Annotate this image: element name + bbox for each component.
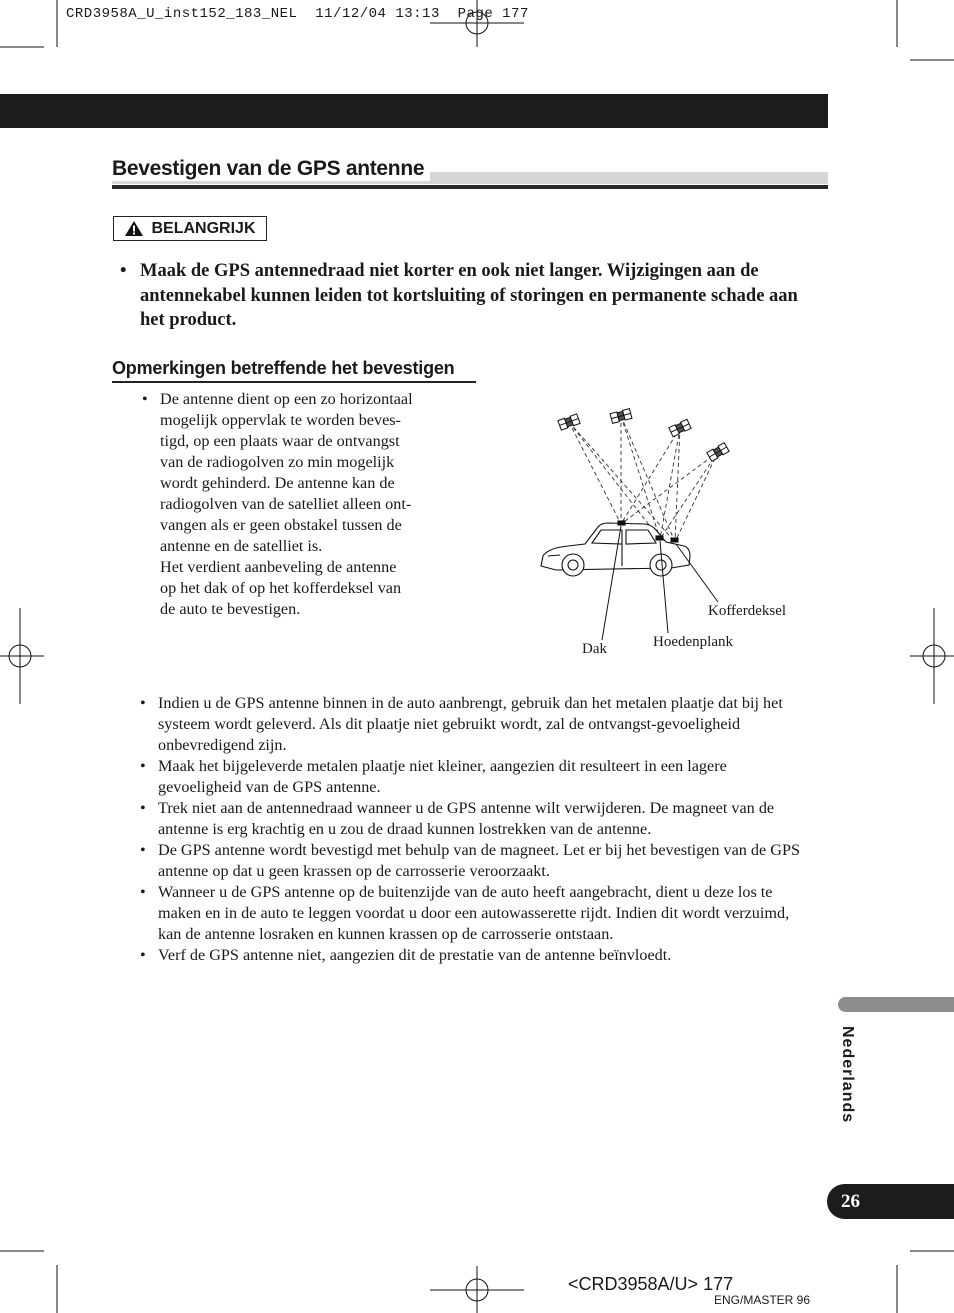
satellite-icon [707,443,729,462]
satellite-icon [558,414,580,430]
intro-line: radiogolven van de satelliet alleen ont- [160,495,412,513]
list-item [140,882,800,945]
intro-line: vangen als er geen obstakel tussen de [160,516,402,534]
page-number: 26 [827,1184,954,1219]
list-item [140,756,800,798]
bullet: • [140,946,146,964]
warning-item [120,259,810,333]
bullet: • [140,757,146,775]
print-slug: CRD3958A_U_inst152_183_NEL 11/12/04 13:13 Page 177 [66,6,529,22]
section-rule [112,381,476,383]
note-text: Maak het bijgeleverde metalen plaatje niet kleiner, aangezien dit resulteert in een lagere gevoeligheid van de GPS antenne. [158,757,727,796]
footer-master: ENG/MASTER 96 [714,1293,811,1307]
intro-paragraph [142,389,452,620]
list-item [140,693,800,756]
intro-line: wordt gehinderd. De antenne kan de [160,474,395,492]
intro-line: op het dak of op het kofferdeksel van [160,579,402,597]
bullet: • [140,883,146,901]
language-text: Nederlands [839,1026,856,1124]
label-parcel-shelf: Hoedenplank [653,634,733,650]
important-box [113,216,267,241]
warning-icon [124,220,144,237]
notes-list [140,693,800,966]
bullet: • [142,390,148,408]
intro-line: de auto te bevestigen. [160,600,301,618]
bullet: • [140,799,146,817]
intro-line: antenne en de satelliet is. [160,537,323,555]
intro-line: tigd, op een plaats waar de ontvangst [160,432,400,450]
bullet: • [120,261,127,281]
note-text: De GPS antenne wordt bevestigd met behulp van de magneet. Let er bij het bevestigen van de GPS antenne op dat u geen krassen op de carrosserie veroorzaakt. [158,841,800,880]
warning-text: Maak de GPS antennedraad niet korter en ook niet langer. Wijzigingen aan de antennekabel kunnen leiden tot kortsluiting of storingen en permanente schade aan het product. [140,261,798,330]
note-text: Verf de GPS antenne niet, aangezien dit de prestatie van de antenne beïnvloedt. [158,946,672,964]
label-trunk-lid: Kofferdeksel [708,603,787,619]
intro-line: Het verdient aanbeveling de antenne [160,558,397,576]
intro-line: mogelijk oppervlak te worden beves- [160,411,401,429]
bullet: • [140,694,146,712]
list-item [140,798,800,840]
language-label [838,1026,878,1136]
important-label: BELANGRIJK [151,219,256,237]
note-text: Indien u de GPS antenne binnen in de auto aanbrengt, gebruik dan het metalen plaatje dat bij het systeem wordt geleverd. Als dit plaatje niet gebruikt wordt, zal de ontvangst-gevoeligheid onbevredigend zijn. [158,694,783,754]
intro-line: De antenne dient op een zo horizontaal [160,390,413,408]
list-item [140,840,800,882]
satellite-icon [610,409,632,424]
note-text: Trek niet aan de antennedraad wanneer u de GPS antenne wilt verwijderen. De magneet van de antenne is erg krachtig en u zou de draad kunnen lostrekken van de antenne. [158,799,775,838]
car-icon [541,521,690,576]
warning-list [120,259,810,333]
satellite-icon [669,419,691,437]
title-rule [112,185,828,189]
label-roof: Dak [582,641,607,657]
header-bar [0,94,828,128]
bullet: • [140,841,146,859]
list-item [140,945,800,966]
footer-code: <CRD3958A/U> 177 [568,1274,734,1294]
page-title: Bevestigen van de GPS antenne [112,157,430,181]
section-title: Opmerkingen betreffende het bevestigen [112,358,455,378]
intro-line: van de radiogolven zo min mogelijk [160,453,395,471]
language-tab [838,997,954,1012]
note-text: Wanneer u de GPS antenne op de buitenzijde van de auto heeft aangebracht, dient u deze los te maken en in de auto te leggen voordat u door een autowasserette rijdt. Indien dit wordt verzuimd, kan de antenne losraken en kunnen krassen op de carrosserie ontstaan. [158,883,790,943]
